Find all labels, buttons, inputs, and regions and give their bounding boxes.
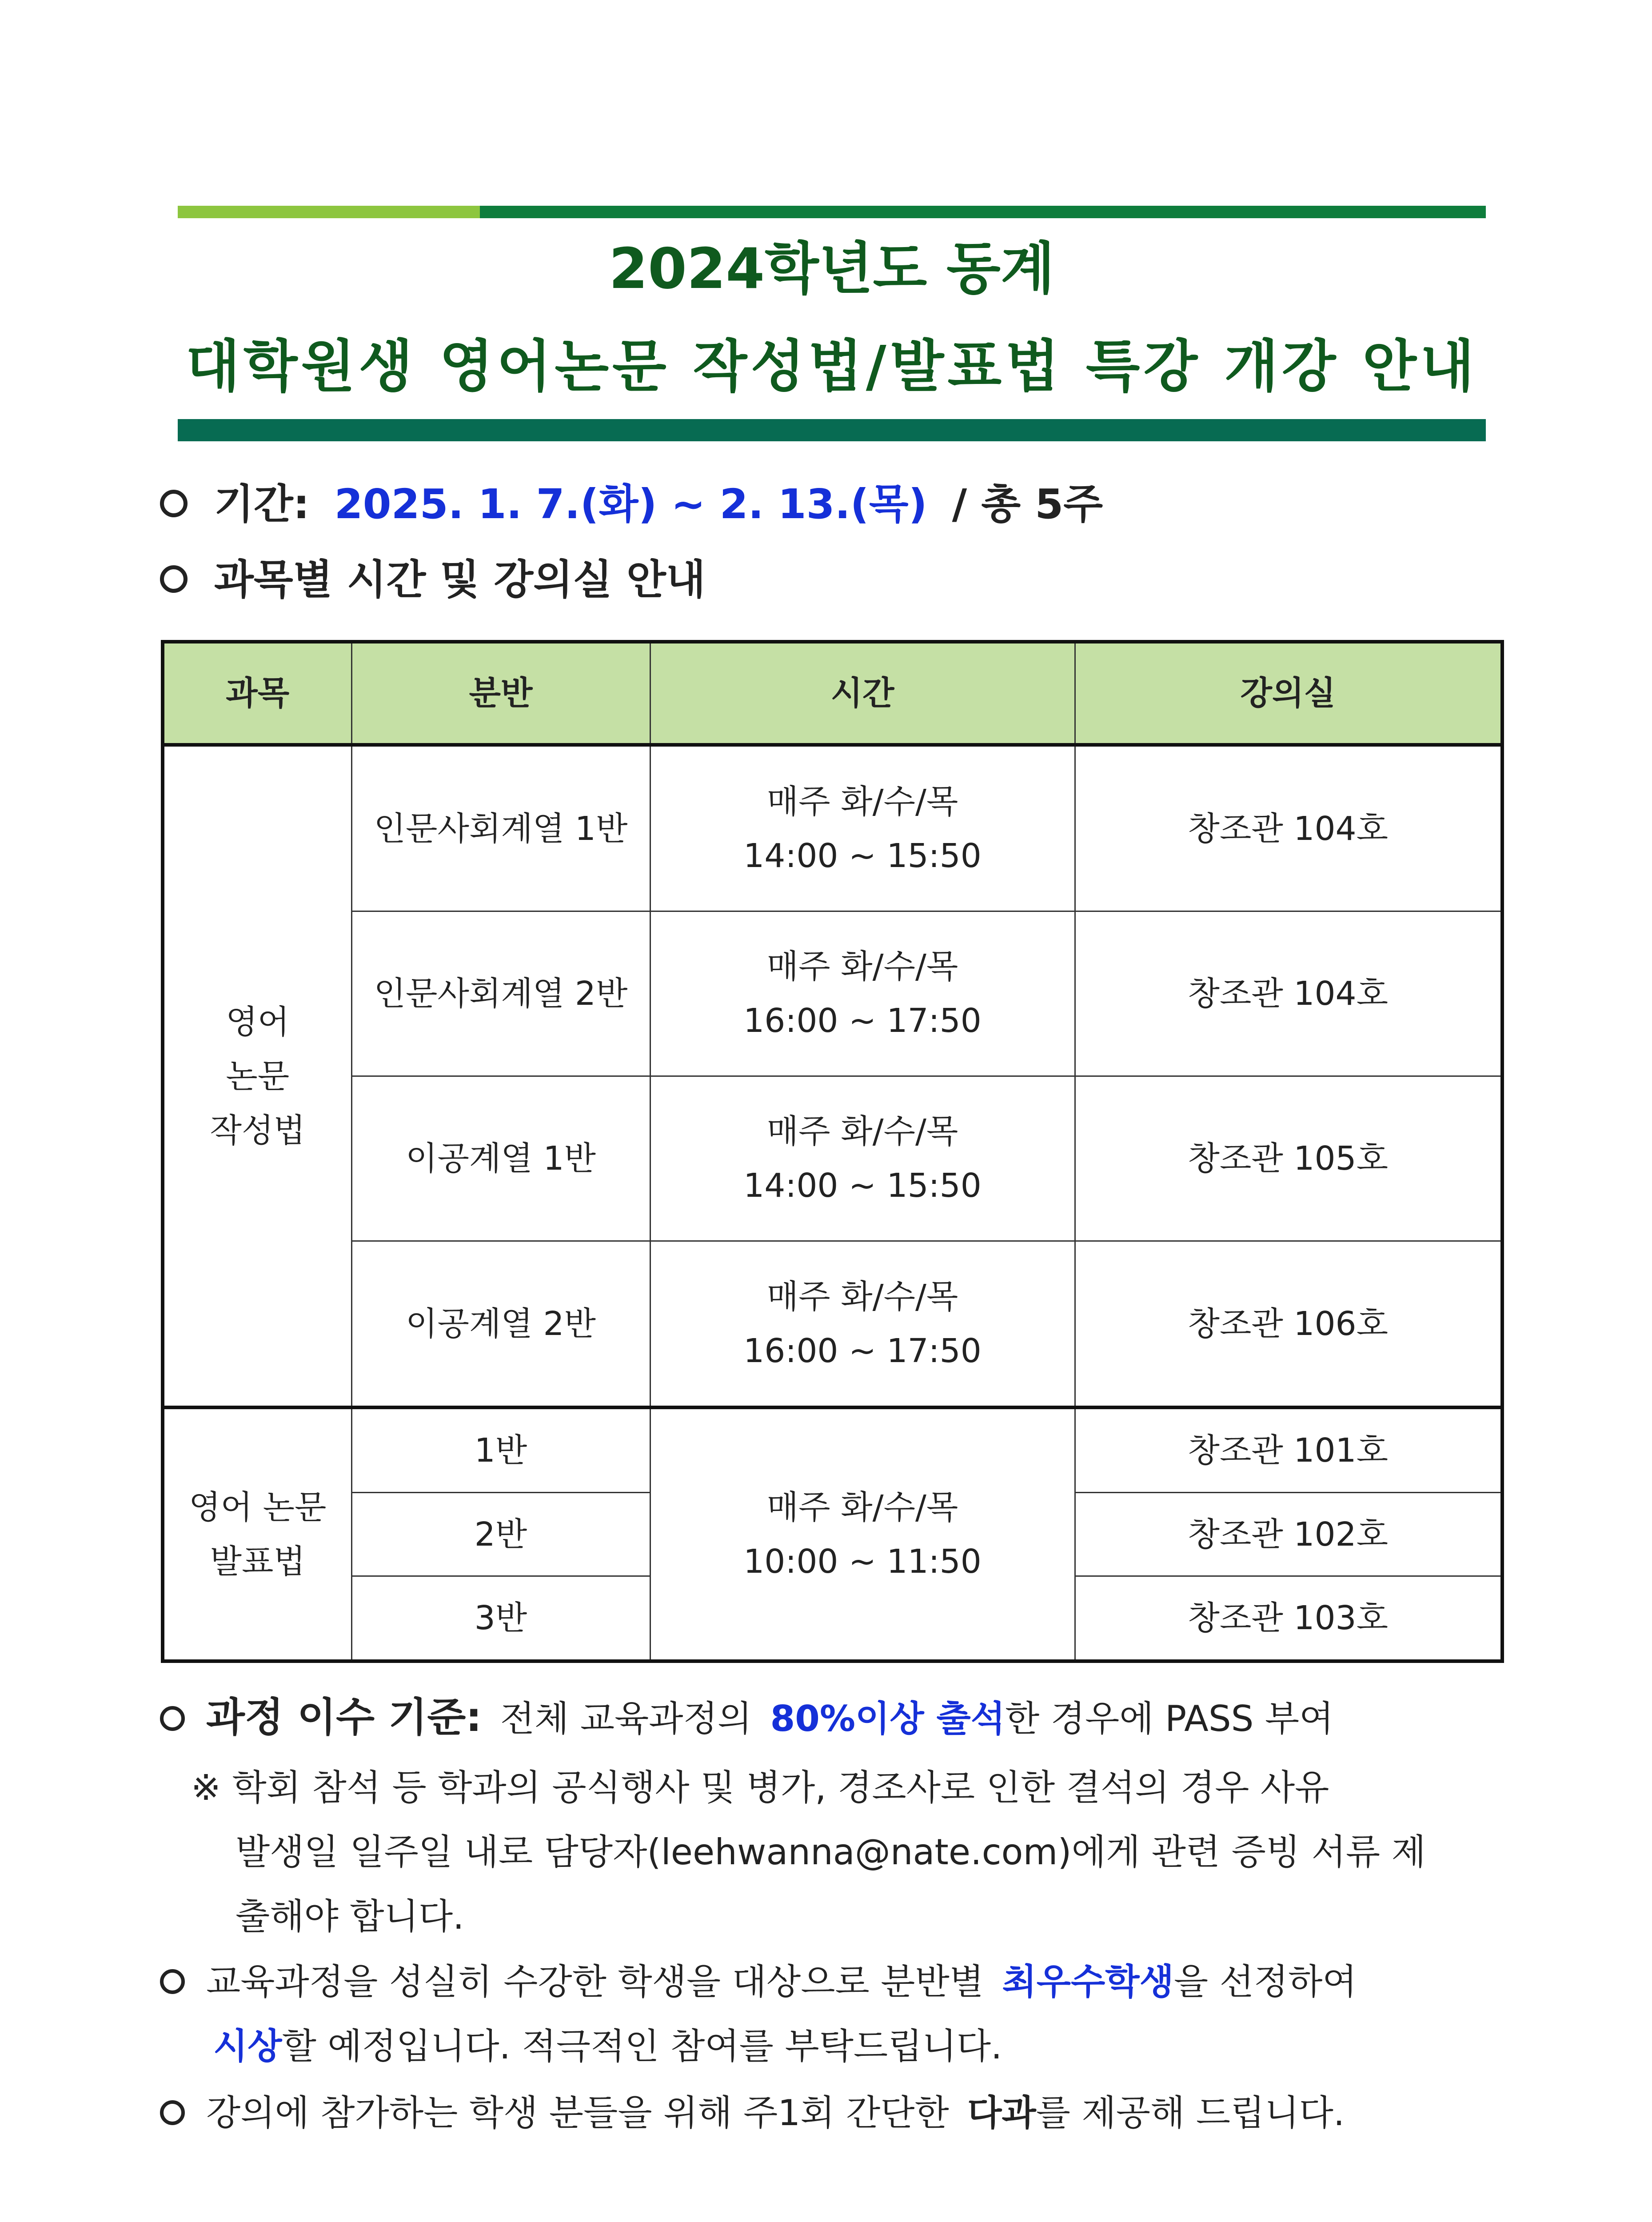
schedule-heading-label: 과목별 시간 및 강의실 안내: [214, 556, 706, 603]
room-cell: 창조관 102호: [1075, 1493, 1502, 1576]
table-row: [163, 1407, 1502, 1492]
period-label: 기간:: [214, 480, 310, 528]
time-cell: [650, 1076, 1075, 1241]
room-cell: 창조관 101호: [1075, 1407, 1502, 1492]
subject-writing-line-2: 논문: [226, 1057, 290, 1095]
time-days: 매주 화/수/목: [766, 947, 958, 986]
award-highlight-1: 최우수학생: [1002, 1961, 1174, 2002]
circle-bullet-icon: [160, 2100, 185, 2125]
period-dates: 2025. 1. 7.(화) ~ 2. 13.(목): [334, 480, 927, 528]
subject-presentation-line-1: 영어 논문: [189, 1488, 327, 1527]
time-cell: [650, 1241, 1075, 1408]
subject-presentation-line-2: 발표법: [210, 1542, 305, 1581]
room-cell: 창조관 104호: [1075, 745, 1502, 911]
class-cell: 3반: [351, 1576, 650, 1661]
bottom-accent-bar: [178, 419, 1486, 441]
period-suffix: / 총 5주: [952, 480, 1103, 528]
class-cell: 1반: [351, 1407, 650, 1492]
subject-writing: [163, 745, 351, 1407]
class-cell: 이공계열 2반: [351, 1241, 650, 1408]
subject-writing-line-3: 작성법: [210, 1111, 305, 1150]
class-cell: 인문사회계열 1반: [351, 745, 650, 911]
snack-text-1: 강의에 참가하는 학생 분들을 위해 주1회 간단한: [206, 2092, 949, 2134]
table-row: [163, 911, 1502, 1076]
time-cell: [650, 745, 1075, 911]
time-hours: 14:00 ~ 15:50: [743, 836, 982, 875]
header-time: 시간: [650, 642, 1075, 745]
time-days: 매주 화/수/목: [766, 1112, 958, 1151]
note-line-1: ※ 학회 참석 등 학과의 공식행사 및 병가, 경조사로 인한 결석의 경우 사유: [191, 1767, 1329, 1808]
header-class: 분반: [351, 642, 650, 745]
header-room: 강의실: [1075, 642, 1502, 745]
room-cell: 창조관 104호: [1075, 911, 1502, 1076]
award-text-2: 을 선정하여: [1173, 1961, 1357, 2002]
class-cell: 2반: [351, 1493, 650, 1576]
snack-text-2: 를 제공해 드립니다.: [1036, 2092, 1345, 2134]
class-cell: 이공계열 1반: [351, 1076, 650, 1241]
time-hours: 14:00 ~ 15:50: [743, 1167, 982, 1205]
note-line-2: 발생일 일주일 내로 담당자(leehwanna@nate.com)에게 관련 증빙 서류 제: [235, 1831, 1426, 1873]
snack-line: [160, 2086, 1345, 2140]
header-subject: 과목: [163, 642, 351, 745]
time-cell-merged: [650, 1407, 1075, 1661]
time-days: 매주 화/수/목: [766, 782, 958, 821]
subject-writing-line-1: 영어: [226, 1003, 290, 1041]
award-line-2: [213, 2020, 1002, 2073]
criteria-text-2: 한 경우에 PASS 부여: [1005, 1698, 1334, 1739]
criteria-label: 과정 이수 기준:: [206, 1694, 482, 1741]
award-text-1: 교육과정을 성실히 수강한 학생을 대상으로 분반별: [206, 1961, 984, 2002]
criteria-highlight: 80%이상 출석: [770, 1698, 1006, 1739]
time-days: 매주 화/수/목: [766, 1277, 958, 1316]
award-highlight-2: 시상: [213, 2026, 282, 2067]
time-hours: 16:00 ~ 17:50: [743, 1331, 982, 1370]
time-hours: 10:00 ~ 11:50: [743, 1542, 982, 1581]
room-cell: 창조관 105호: [1075, 1076, 1502, 1241]
time-days: 매주 화/수/목: [766, 1488, 958, 1527]
table-row: [163, 1076, 1502, 1241]
schedule-heading: [160, 553, 706, 607]
subject-presentation: [163, 1407, 351, 1661]
table-row: [163, 1241, 1502, 1408]
table-row: [163, 745, 1502, 911]
top-bar-dark-segment: [480, 206, 1486, 218]
circle-bullet-icon: [160, 1706, 185, 1731]
snack-highlight: 다과: [967, 2092, 1036, 2134]
time-cell: [650, 911, 1075, 1076]
award-text-3: 할 예정입니다. 적극적인 참여를 부탁드립니다.: [282, 2026, 1002, 2067]
period-line: [160, 478, 1103, 531]
criteria-text-1: 전체 교육과정의: [500, 1698, 752, 1739]
time-hours: 16:00 ~ 17:50: [743, 1002, 982, 1040]
circle-bullet-icon: [160, 490, 188, 517]
top-bar-light-segment: [178, 206, 480, 218]
room-cell: 창조관 106호: [1075, 1241, 1502, 1408]
circle-bullet-icon: [160, 565, 188, 593]
class-cell: 인문사회계열 2반: [351, 911, 650, 1076]
circle-bullet-icon: [160, 1969, 185, 1994]
table-header-row: [163, 642, 1502, 745]
top-accent-bar: [178, 206, 1486, 218]
criteria-line: [160, 1691, 1333, 1746]
title-line-2: 대학원생 영어논문 작성법/발표법 특강 개강 안내: [186, 334, 1478, 399]
note-line-3: 출해야 합니다.: [235, 1896, 464, 1937]
title-line-1: 2024학년도 동계: [609, 236, 1055, 301]
schedule-table: [161, 640, 1504, 1663]
room-cell: 창조관 103호: [1075, 1576, 1502, 1661]
award-line-1: [160, 1955, 1357, 2009]
